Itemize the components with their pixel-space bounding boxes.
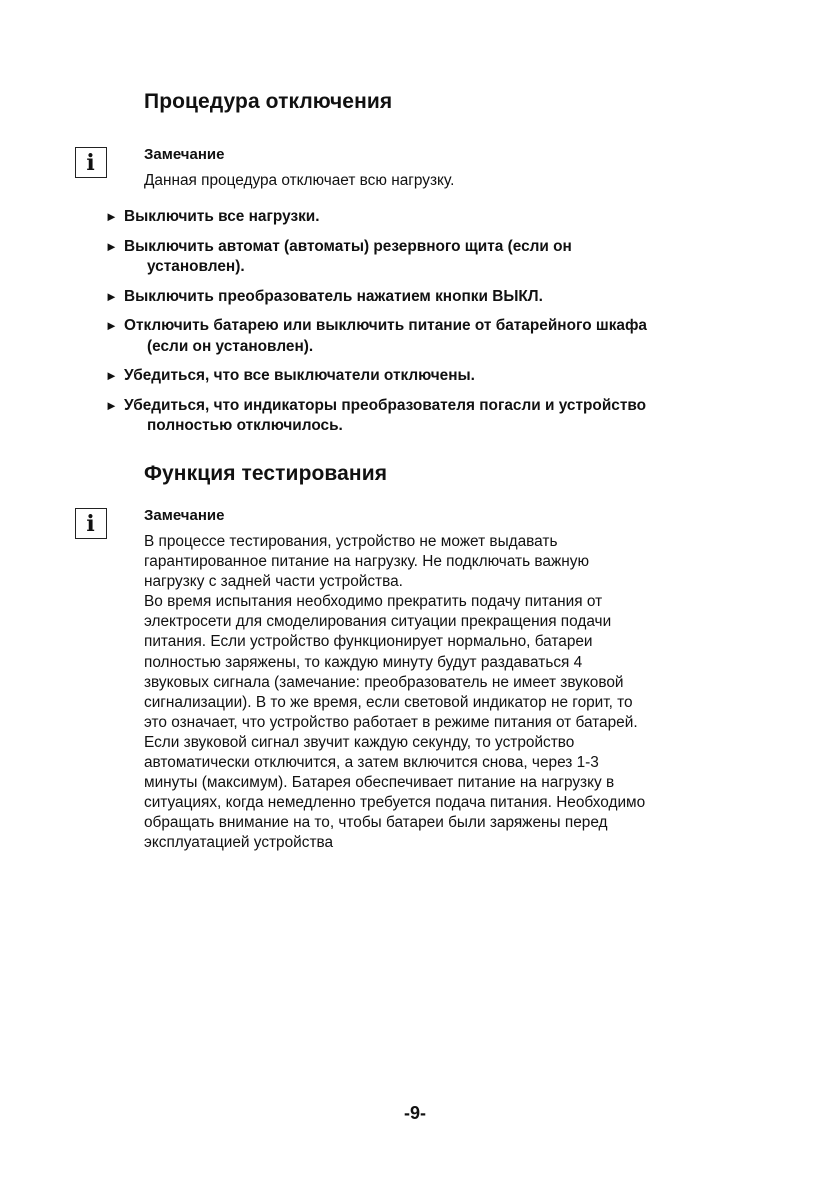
note-line: Данная процедура отключает всю нагрузку. bbox=[144, 172, 455, 189]
note-line: звуковых сигнала (замечание: преобразователь не имеет звуковой bbox=[144, 673, 624, 691]
note-line: сигнализации). В то же время, если световой индикатор не горит, то bbox=[144, 693, 633, 711]
bullet-arrow-icon: ► bbox=[105, 288, 118, 304]
note-heading: Замечание bbox=[144, 146, 225, 163]
step-text: Выключить преобразователь нажатием кнопки ВЫКЛ. bbox=[124, 287, 543, 305]
note-text bbox=[144, 532, 764, 854]
step-text: Выключить все нагрузки. bbox=[124, 208, 320, 225]
note-shutdown bbox=[144, 145, 764, 191]
info-icon-glyph bbox=[76, 148, 105, 176]
step-text: Отключить батарею или выключить питание от батарейного шкафа bbox=[124, 317, 647, 334]
svg-text:i: i bbox=[86, 511, 95, 537]
note-line: электросети для смоделирования ситуации прекращения подачи bbox=[144, 613, 612, 631]
step-text-continued: полностью отключилось. bbox=[147, 417, 343, 434]
bullet-arrow-icon: ► bbox=[105, 368, 118, 383]
bullet-arrow-icon: ► bbox=[105, 209, 118, 224]
note-line: обращать внимание на то, чтобы батареи были заряжены перед bbox=[144, 814, 608, 832]
note-heading: Замечание bbox=[144, 507, 225, 524]
step-item bbox=[105, 237, 785, 278]
step-text: Выключить автомат (автоматы) резервного щита (если он bbox=[124, 237, 572, 255]
note-line: эксплуатацией устройства bbox=[144, 834, 334, 852]
step-item bbox=[105, 287, 785, 308]
note-testing bbox=[144, 506, 764, 854]
note-line: Во время испытания необходимо прекратить подачу питания от bbox=[144, 593, 603, 611]
note-line: питания. Если устройство функционирует нормально, батареи bbox=[144, 633, 593, 651]
note-line: гарантированное питание на нагрузку. Не подключать важную bbox=[144, 553, 589, 571]
svg-text:i: i bbox=[86, 150, 95, 176]
info-icon bbox=[75, 508, 107, 539]
step-text-continued: установлен). bbox=[147, 258, 245, 275]
step-text-continued: (если он установлен). bbox=[147, 337, 314, 355]
step-item bbox=[105, 207, 785, 228]
bullet-arrow-icon: ► bbox=[105, 238, 118, 254]
note-line: нагрузку с задней части устройства. bbox=[144, 573, 403, 591]
bullet-arrow-icon: ► bbox=[105, 397, 118, 413]
note-line: ситуациях, когда немедленно требуется подача питания. Необходимо bbox=[144, 794, 646, 812]
step-text: Убедиться, что все выключатели отключены. bbox=[124, 367, 475, 384]
note-line: В процессе тестирования, устройство не может выдавать bbox=[144, 533, 558, 550]
note-line: минуты (максимум). Батарея обеспечивает питание на нагрузку в bbox=[144, 774, 615, 792]
note-line: автоматически отключится, а затем включится снова, через 1-3 bbox=[144, 754, 599, 772]
page-number: -9- bbox=[404, 1103, 426, 1123]
note-line: Если звуковой сигнал звучит каждую секунду, то устройство bbox=[144, 733, 575, 751]
info-icon bbox=[75, 147, 107, 178]
section-title-testing: Функция тестирования bbox=[144, 462, 388, 485]
shutdown-steps-list bbox=[105, 207, 785, 446]
note-text bbox=[144, 171, 764, 191]
note-line: это означает, что устройство работает в режиме питания от батарей. bbox=[144, 713, 638, 731]
section-title-shutdown: Процедура отключения bbox=[144, 90, 393, 113]
note-line: полностью заряжены, то каждую минуту будут раздаваться 4 bbox=[144, 653, 583, 671]
info-icon-glyph bbox=[76, 509, 105, 537]
step-item bbox=[105, 366, 785, 387]
step-item bbox=[105, 316, 785, 357]
bullet-arrow-icon: ► bbox=[105, 318, 118, 333]
step-text: Убедиться, что индикаторы преобразователя погасли и устройство bbox=[124, 396, 647, 414]
step-item bbox=[105, 396, 785, 437]
